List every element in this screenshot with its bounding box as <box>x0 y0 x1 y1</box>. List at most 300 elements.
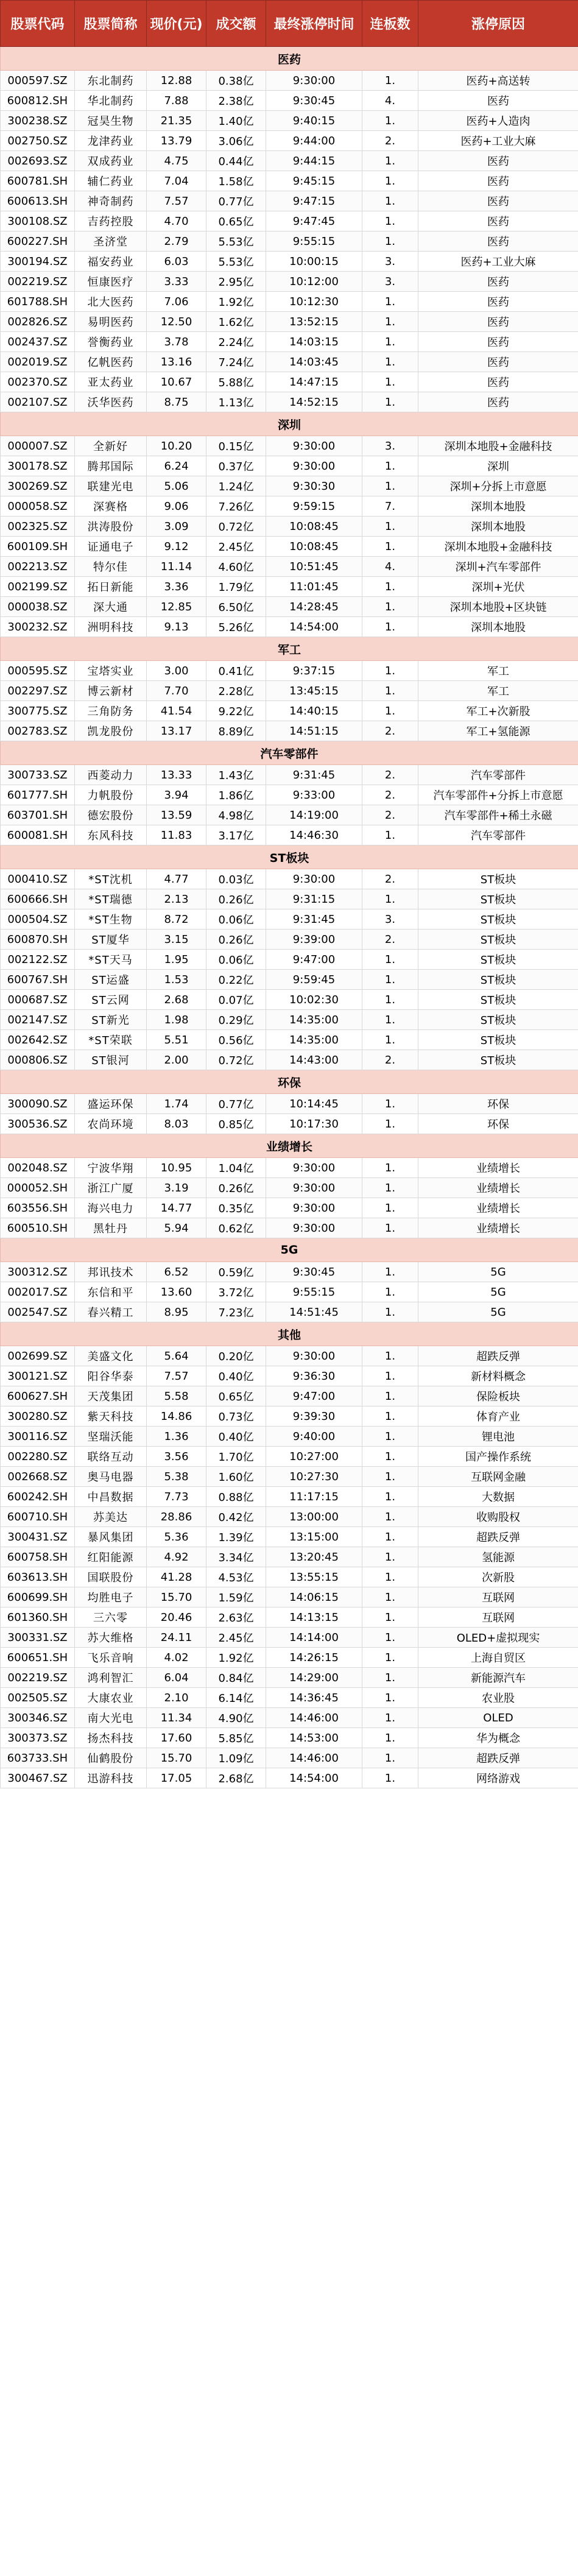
cell-turnover: 0.59亿 <box>206 1262 266 1282</box>
cell-reason: 军工 <box>418 661 578 681</box>
cell-limit-time: 10:17:30 <box>266 1114 362 1134</box>
cell-code: 600227.SH <box>1 231 75 252</box>
cell-name: 神奇制药 <box>75 191 147 211</box>
cell-code: 603733.SH <box>1 1748 75 1768</box>
cell-streak: 1. <box>362 1487 418 1507</box>
cell-price: 7.73 <box>147 1487 206 1507</box>
cell-limit-time: 10:14:45 <box>266 1094 362 1114</box>
table-row <box>1 71 578 91</box>
table-row <box>1 930 578 950</box>
cell-code: 002699.SZ <box>1 1346 75 1366</box>
cell-name: 海兴电力 <box>75 1198 147 1218</box>
cell-reason: 5G <box>418 1282 578 1302</box>
cell-code: 300775.SZ <box>1 701 75 721</box>
table-row <box>1 701 578 721</box>
cell-streak: 1. <box>362 1567 418 1587</box>
cell-reason: 深圳本地股+金融科技 <box>418 436 578 456</box>
cell-limit-time: 9:30:00 <box>266 1158 362 1178</box>
cell-reason: 医药 <box>418 292 578 312</box>
cell-price: 3.36 <box>147 577 206 597</box>
cell-code: 002107.SZ <box>1 392 75 412</box>
cell-streak: 1. <box>362 889 418 909</box>
cell-price: 41.28 <box>147 1567 206 1587</box>
table-row <box>1 1366 578 1386</box>
cell-reason: 汽车零部件 <box>418 765 578 785</box>
cell-code: 300232.SZ <box>1 617 75 637</box>
cell-limit-time: 14:54:00 <box>266 617 362 637</box>
cell-price: 24.11 <box>147 1628 206 1648</box>
table-row <box>1 1094 578 1114</box>
cell-reason: 医药 <box>418 272 578 292</box>
cell-price: 13.16 <box>147 352 206 372</box>
section-header <box>1 1322 578 1346</box>
cell-reason: 互联网 <box>418 1587 578 1607</box>
cell-limit-time: 14:19:00 <box>266 805 362 825</box>
cell-name: 南大光电 <box>75 1708 147 1728</box>
cell-limit-time: 9:47:00 <box>266 950 362 970</box>
cell-streak: 1. <box>362 151 418 171</box>
table-row <box>1 231 578 252</box>
cell-code: 000410.SZ <box>1 869 75 889</box>
cell-turnover: 1.92亿 <box>206 292 266 312</box>
table-row <box>1 1567 578 1587</box>
cell-price: 1.53 <box>147 970 206 990</box>
cell-reason: 新材料概念 <box>418 1366 578 1386</box>
cell-turnover: 1.04亿 <box>206 1158 266 1178</box>
section-title: 5G <box>1 1238 578 1262</box>
cell-turnover: 5.53亿 <box>206 252 266 272</box>
table-row <box>1 825 578 845</box>
cell-code: 600666.SH <box>1 889 75 909</box>
cell-reason: 业绩增长 <box>418 1198 578 1218</box>
table-row <box>1 1447 578 1467</box>
table-row <box>1 1628 578 1648</box>
cell-turnover: 7.26亿 <box>206 496 266 517</box>
cell-streak: 1. <box>362 352 418 372</box>
cell-code: 000038.SZ <box>1 597 75 617</box>
cell-name: 洲明科技 <box>75 617 147 637</box>
cell-reason: 医药 <box>418 231 578 252</box>
cell-name: 深赛格 <box>75 496 147 517</box>
cell-streak: 3. <box>362 909 418 930</box>
table-row <box>1 1527 578 1547</box>
cell-code: 002325.SZ <box>1 517 75 537</box>
cell-code: 300121.SZ <box>1 1366 75 1386</box>
cell-turnover: 0.65亿 <box>206 211 266 231</box>
cell-limit-time: 10:12:00 <box>266 272 362 292</box>
cell-turnover: 4.60亿 <box>206 557 266 577</box>
cell-code: 600870.SH <box>1 930 75 950</box>
cell-code: 002642.SZ <box>1 1030 75 1050</box>
cell-code: 002783.SZ <box>1 721 75 741</box>
table-row <box>1 312 578 332</box>
header-code: 股票代码 <box>1 1 75 47</box>
cell-price: 13.17 <box>147 721 206 741</box>
cell-name: 三角防务 <box>75 701 147 721</box>
cell-name: 辅仁药业 <box>75 171 147 191</box>
cell-turnover: 0.35亿 <box>206 1198 266 1218</box>
cell-streak: 1. <box>362 171 418 191</box>
cell-reason: 医药 <box>418 211 578 231</box>
cell-streak: 1. <box>362 1427 418 1447</box>
cell-turnover: 1.79亿 <box>206 577 266 597</box>
cell-name: 春兴精工 <box>75 1302 147 1322</box>
cell-turnover: 0.41亿 <box>206 661 266 681</box>
cell-name: 浙江广厦 <box>75 1178 147 1198</box>
cell-reason: 业绩增长 <box>418 1218 578 1238</box>
cell-code: 002297.SZ <box>1 681 75 701</box>
cell-streak: 3. <box>362 436 418 456</box>
cell-code: 300269.SZ <box>1 476 75 496</box>
cell-streak: 1. <box>362 211 418 231</box>
cell-code: 300116.SZ <box>1 1427 75 1447</box>
cell-code: 600510.SH <box>1 1218 75 1238</box>
cell-price: 8.72 <box>147 909 206 930</box>
cell-reason: 互联网金融 <box>418 1467 578 1487</box>
cell-limit-time: 13:45:15 <box>266 681 362 701</box>
cell-reason: 医药+高送转 <box>418 71 578 91</box>
cell-code: 002017.SZ <box>1 1282 75 1302</box>
cell-limit-time: 14:35:00 <box>266 1030 362 1050</box>
cell-streak: 4. <box>362 91 418 111</box>
cell-limit-time: 13:20:45 <box>266 1547 362 1567</box>
table-row <box>1 869 578 889</box>
cell-streak: 1. <box>362 537 418 557</box>
cell-limit-time: 9:47:45 <box>266 211 362 231</box>
cell-streak: 1. <box>362 825 418 845</box>
cell-limit-time: 9:40:00 <box>266 1427 362 1447</box>
cell-turnover: 0.72亿 <box>206 1050 266 1070</box>
cell-name: 中昌数据 <box>75 1487 147 1507</box>
cell-price: 3.78 <box>147 332 206 352</box>
cell-streak: 1. <box>362 332 418 352</box>
table-row <box>1 191 578 211</box>
table-row <box>1 272 578 292</box>
cell-streak: 3. <box>362 252 418 272</box>
cell-name: 德宏股份 <box>75 805 147 825</box>
cell-streak: 1. <box>362 1527 418 1547</box>
table-row <box>1 1728 578 1748</box>
cell-turnover: 0.03亿 <box>206 869 266 889</box>
cell-name: 吉药控股 <box>75 211 147 231</box>
cell-name: 易明医药 <box>75 312 147 332</box>
cell-turnover: 0.77亿 <box>206 1094 266 1114</box>
cell-price: 9.13 <box>147 617 206 637</box>
cell-price: 2.68 <box>147 990 206 1010</box>
cell-reason: 5G <box>418 1262 578 1282</box>
cell-price: 4.02 <box>147 1648 206 1668</box>
section-header <box>1 741 578 765</box>
cell-code: 600627.SH <box>1 1386 75 1406</box>
cell-limit-time: 13:52:15 <box>266 312 362 332</box>
cell-name: 深大通 <box>75 597 147 617</box>
cell-streak: 1. <box>362 1467 418 1487</box>
cell-streak: 1. <box>362 1648 418 1668</box>
cell-limit-time: 9:30:00 <box>266 71 362 91</box>
cell-name: 宝塔实业 <box>75 661 147 681</box>
table-row <box>1 1262 578 1282</box>
cell-reason: ST板块 <box>418 950 578 970</box>
cell-streak: 1. <box>362 970 418 990</box>
cell-reason: 深圳+分拆上市意愿 <box>418 476 578 496</box>
cell-limit-time: 9:30:30 <box>266 476 362 496</box>
table-row <box>1 721 578 741</box>
cell-price: 8.95 <box>147 1302 206 1322</box>
cell-name: 天茂集团 <box>75 1386 147 1406</box>
table-row <box>1 476 578 496</box>
cell-code: 600651.SH <box>1 1648 75 1668</box>
cell-reason: ST板块 <box>418 1010 578 1030</box>
cell-limit-time: 9:39:30 <box>266 1406 362 1427</box>
cell-turnover: 1.62亿 <box>206 312 266 332</box>
cell-price: 4.92 <box>147 1547 206 1567</box>
cell-turnover: 1.43亿 <box>206 765 266 785</box>
cell-price: 3.15 <box>147 930 206 950</box>
cell-name: 东风科技 <box>75 825 147 845</box>
cell-streak: 1. <box>362 372 418 392</box>
cell-code: 002693.SZ <box>1 151 75 171</box>
cell-turnover: 2.68亿 <box>206 1768 266 1788</box>
cell-streak: 1. <box>362 597 418 617</box>
cell-streak: 1. <box>362 1178 418 1198</box>
cell-name: 西菱动力 <box>75 765 147 785</box>
cell-name: 圣济堂 <box>75 231 147 252</box>
cell-code: 002370.SZ <box>1 372 75 392</box>
cell-reason: 医药 <box>418 332 578 352</box>
cell-price: 12.85 <box>147 597 206 617</box>
cell-streak: 1. <box>362 661 418 681</box>
cell-name: 联建光电 <box>75 476 147 496</box>
cell-code: 002280.SZ <box>1 1447 75 1467</box>
cell-streak: 3. <box>362 272 418 292</box>
cell-price: 17.05 <box>147 1768 206 1788</box>
cell-turnover: 7.23亿 <box>206 1302 266 1322</box>
cell-reason: 深圳本地股 <box>418 496 578 517</box>
cell-name: 凯龙股份 <box>75 721 147 741</box>
cell-price: 17.60 <box>147 1728 206 1748</box>
cell-name: 全新好 <box>75 436 147 456</box>
cell-streak: 1. <box>362 191 418 211</box>
cell-limit-time: 9:30:00 <box>266 869 362 889</box>
cell-limit-time: 14:40:15 <box>266 701 362 721</box>
section-title: 其他 <box>1 1322 578 1346</box>
table-row <box>1 436 578 456</box>
cell-reason: OLED <box>418 1708 578 1728</box>
cell-limit-time: 9:31:15 <box>266 889 362 909</box>
cell-code: 601777.SH <box>1 785 75 805</box>
cell-limit-time: 14:47:15 <box>266 372 362 392</box>
cell-turnover: 2.63亿 <box>206 1607 266 1628</box>
section-header <box>1 1070 578 1094</box>
cell-price: 7.88 <box>147 91 206 111</box>
section-header <box>1 1238 578 1262</box>
cell-price: 2.13 <box>147 889 206 909</box>
cell-code: 000058.SZ <box>1 496 75 517</box>
cell-streak: 1. <box>362 1158 418 1178</box>
cell-streak: 1. <box>362 1218 418 1238</box>
cell-turnover: 0.77亿 <box>206 191 266 211</box>
section-header <box>1 845 578 869</box>
table-row <box>1 617 578 637</box>
cell-turnover: 2.95亿 <box>206 272 266 292</box>
cell-name: *ST天马 <box>75 950 147 970</box>
cell-price: 7.70 <box>147 681 206 701</box>
cell-streak: 1. <box>362 292 418 312</box>
cell-code: 300238.SZ <box>1 111 75 131</box>
cell-name: *ST荣联 <box>75 1030 147 1050</box>
table-row <box>1 292 578 312</box>
cell-price: 4.70 <box>147 211 206 231</box>
cell-code: 300108.SZ <box>1 211 75 231</box>
cell-limit-time: 10:27:30 <box>266 1467 362 1487</box>
cell-reason: 深圳本地股 <box>418 617 578 637</box>
cell-reason: 业绩增长 <box>418 1178 578 1198</box>
cell-turnover: 2.24亿 <box>206 332 266 352</box>
cell-reason: OLED+虚拟现实 <box>418 1628 578 1648</box>
table-row <box>1 1487 578 1507</box>
cell-turnover: 0.72亿 <box>206 517 266 537</box>
cell-reason: 医药 <box>418 312 578 332</box>
cell-price: 6.04 <box>147 1668 206 1688</box>
table-row <box>1 1547 578 1567</box>
cell-limit-time: 9:30:45 <box>266 1262 362 1282</box>
cell-name: 亚太药业 <box>75 372 147 392</box>
cell-name: 仙鹤股份 <box>75 1748 147 1768</box>
cell-limit-time: 9:45:15 <box>266 171 362 191</box>
cell-turnover: 3.06亿 <box>206 131 266 151</box>
cell-streak: 1. <box>362 577 418 597</box>
cell-streak: 1. <box>362 1768 418 1788</box>
cell-turnover: 5.53亿 <box>206 231 266 252</box>
cell-turnover: 0.07亿 <box>206 990 266 1010</box>
cell-reason: ST板块 <box>418 970 578 990</box>
cell-turnover: 0.88亿 <box>206 1487 266 1507</box>
table-row <box>1 517 578 537</box>
cell-turnover: 0.56亿 <box>206 1030 266 1050</box>
table-row <box>1 990 578 1010</box>
cell-streak: 1. <box>362 1282 418 1302</box>
cell-limit-time: 9:39:00 <box>266 930 362 950</box>
cell-name: 洪涛股份 <box>75 517 147 537</box>
cell-price: 2.00 <box>147 1050 206 1070</box>
cell-name: 冠昊生物 <box>75 111 147 131</box>
cell-reason: 5G <box>418 1302 578 1322</box>
cell-limit-time: 11:17:15 <box>266 1487 362 1507</box>
cell-name: 红阳能源 <box>75 1547 147 1567</box>
table-row <box>1 1158 578 1178</box>
cell-reason: ST板块 <box>418 869 578 889</box>
cell-name: 三六零 <box>75 1607 147 1628</box>
section-title: 业绩增长 <box>1 1134 578 1158</box>
cell-turnover: 0.29亿 <box>206 1010 266 1030</box>
cell-streak: 1. <box>362 111 418 131</box>
table-row <box>1 577 578 597</box>
cell-limit-time: 9:31:45 <box>266 909 362 930</box>
cell-limit-time: 9:30:00 <box>266 436 362 456</box>
table-row <box>1 1114 578 1134</box>
cell-code: 000595.SZ <box>1 661 75 681</box>
table-row <box>1 909 578 930</box>
cell-code: 002199.SZ <box>1 577 75 597</box>
cell-limit-time: 14:51:15 <box>266 721 362 741</box>
cell-price: 9.12 <box>147 537 206 557</box>
cell-turnover: 0.62亿 <box>206 1218 266 1238</box>
cell-turnover: 0.20亿 <box>206 1346 266 1366</box>
cell-name: 亿帆医药 <box>75 352 147 372</box>
cell-streak: 1. <box>362 1406 418 1427</box>
cell-code: 601360.SH <box>1 1607 75 1628</box>
cell-limit-time: 14:53:00 <box>266 1728 362 1748</box>
cell-name: 拓日新能 <box>75 577 147 597</box>
cell-limit-time: 10:12:30 <box>266 292 362 312</box>
header-price: 现价(元) <box>147 1 206 47</box>
cell-limit-time: 9:59:15 <box>266 496 362 517</box>
cell-reason: 次新股 <box>418 1567 578 1587</box>
cell-name: 华北制药 <box>75 91 147 111</box>
cell-code: 300178.SZ <box>1 456 75 476</box>
cell-reason: 深圳+光伏 <box>418 577 578 597</box>
cell-limit-time: 9:30:00 <box>266 1178 362 1198</box>
cell-streak: 1. <box>362 681 418 701</box>
cell-limit-time: 9:30:45 <box>266 91 362 111</box>
table-row <box>1 352 578 372</box>
cell-limit-time: 10:02:30 <box>266 990 362 1010</box>
cell-name: 证通电子 <box>75 537 147 557</box>
cell-limit-time: 9:30:00 <box>266 1346 362 1366</box>
cell-price: 6.03 <box>147 252 206 272</box>
cell-name: *ST瑞德 <box>75 889 147 909</box>
cell-streak: 1. <box>362 392 418 412</box>
cell-name: 飞乐音响 <box>75 1648 147 1668</box>
header-name: 股票简称 <box>75 1 147 47</box>
cell-limit-time: 14:52:15 <box>266 392 362 412</box>
cell-streak: 1. <box>362 456 418 476</box>
cell-price: 1.95 <box>147 950 206 970</box>
table-row <box>1 950 578 970</box>
cell-reason: 国产操作系统 <box>418 1447 578 1467</box>
cell-limit-time: 9:36:30 <box>266 1366 362 1386</box>
section-header <box>1 637 578 661</box>
cell-code: 002219.SZ <box>1 1668 75 1688</box>
cell-limit-time: 10:51:45 <box>266 557 362 577</box>
cell-code: 601788.SH <box>1 292 75 312</box>
cell-limit-time: 9:55:15 <box>266 231 362 252</box>
cell-reason: 医药 <box>418 91 578 111</box>
cell-limit-time: 14:46:00 <box>266 1748 362 1768</box>
cell-streak: 2. <box>362 805 418 825</box>
cell-limit-time: 14:03:45 <box>266 352 362 372</box>
cell-reason: 汽车零部件 <box>418 825 578 845</box>
cell-streak: 1. <box>362 1030 418 1050</box>
table-row <box>1 1406 578 1427</box>
cell-price: 11.83 <box>147 825 206 845</box>
cell-price: 4.77 <box>147 869 206 889</box>
cell-name: ST厦华 <box>75 930 147 950</box>
header-reason: 涨停原因 <box>418 1 578 47</box>
cell-price: 8.75 <box>147 392 206 412</box>
cell-price: 15.70 <box>147 1587 206 1607</box>
cell-code: 000504.SZ <box>1 909 75 930</box>
cell-code: 600613.SH <box>1 191 75 211</box>
cell-reason: 华为概念 <box>418 1728 578 1748</box>
cell-name: 博云新材 <box>75 681 147 701</box>
cell-turnover: 2.45亿 <box>206 1628 266 1648</box>
table-row <box>1 557 578 577</box>
cell-name: 阳谷华泰 <box>75 1366 147 1386</box>
cell-name: 特尔佳 <box>75 557 147 577</box>
cell-streak: 1. <box>362 1507 418 1527</box>
cell-price: 2.10 <box>147 1688 206 1708</box>
